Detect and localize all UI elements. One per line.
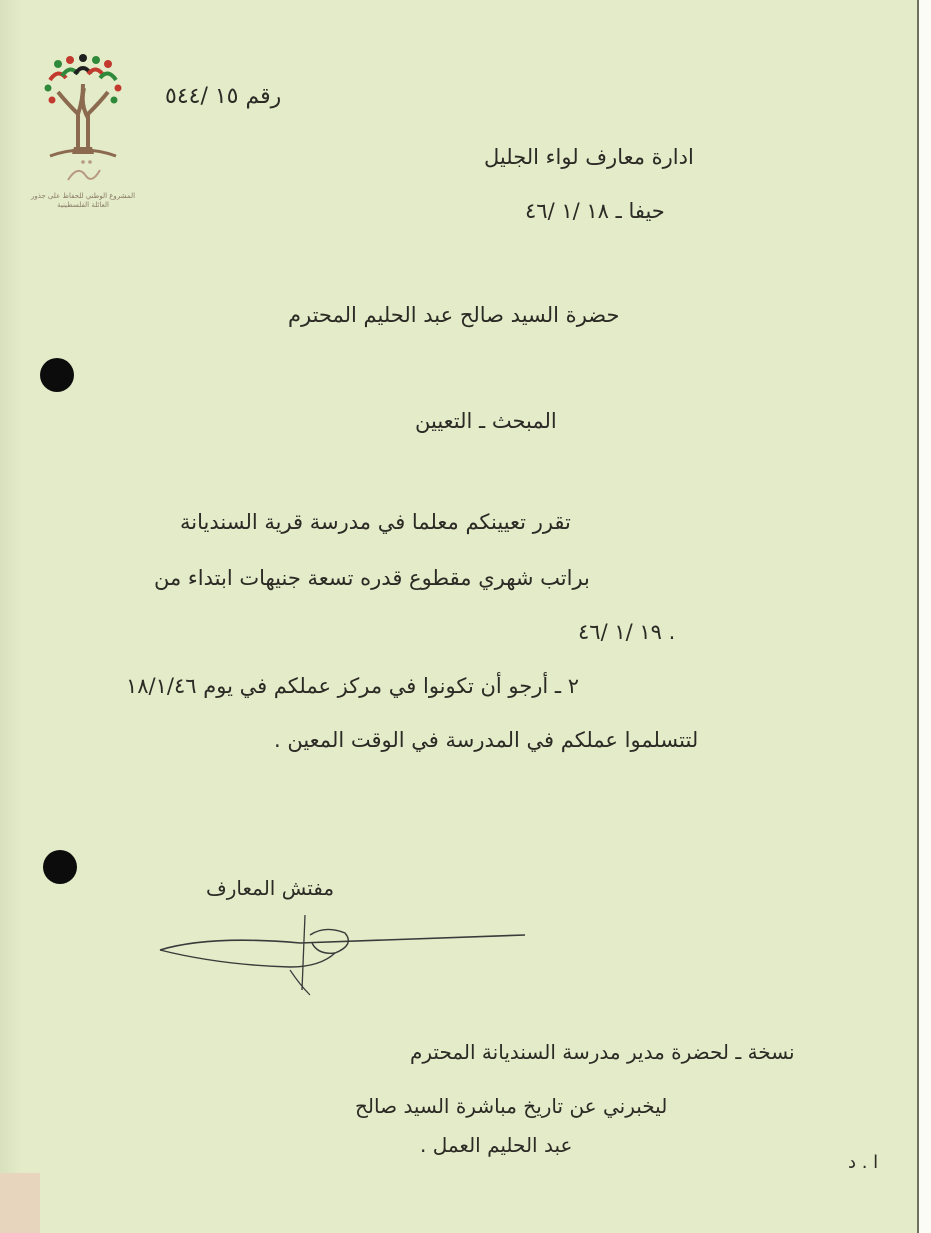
punch-hole-top bbox=[40, 358, 74, 392]
copy-note: نسخة ـ لحضرة مدير مدرسة السنديانة المحترم bbox=[410, 1040, 795, 1064]
typist-initials: ا . د bbox=[848, 1152, 879, 1173]
body-line: لتتسلموا عملكم في المدرسة في الوقت المعين . bbox=[274, 728, 699, 752]
body-line: ٢ ـ أرجو أن تكونوا في مركز عملكم في يوم ١٨/١/٤٦ bbox=[126, 674, 580, 698]
hawiya-logo bbox=[28, 52, 138, 222]
place-and-date: حيفا ـ ١٨ /١ /٤٦ bbox=[525, 199, 665, 223]
tree-people-icon bbox=[28, 52, 138, 192]
body-line: ١٩ /١ /٤٦ . bbox=[578, 620, 676, 644]
corner-stain bbox=[0, 1173, 40, 1233]
page-right-edge bbox=[917, 0, 931, 1233]
body-line: براتب شهري مقطوع قدره تسعة جنيهات ابتداء من bbox=[154, 566, 590, 590]
body-line: تقرر تعيينكم معلما في مدرسة قرية السنديانة bbox=[180, 510, 571, 534]
copy-note: ليخبرني عن تاريخ مباشرة السيد صالح bbox=[355, 1094, 668, 1118]
signature-title: مفتش المعارف bbox=[206, 876, 335, 900]
punch-hole-bottom bbox=[43, 850, 77, 884]
page-edge-shadow bbox=[0, 0, 22, 1233]
addressee: حضرة السيد صالح عبد الحليم المحترم bbox=[288, 303, 620, 327]
issuing-office: ادارة معارف لواء الجليل bbox=[484, 145, 694, 169]
handwritten-signature bbox=[150, 905, 530, 1000]
reference-number: رقم ١٥ /٥٤٤ bbox=[165, 84, 282, 109]
logo-caption: المشروع الوطني للحفاظ على جذور العائلة الفلسطينية bbox=[30, 192, 136, 209]
subject: المبحث ـ التعيين bbox=[415, 409, 557, 433]
copy-note: عبد الحليم العمل . bbox=[420, 1133, 573, 1157]
